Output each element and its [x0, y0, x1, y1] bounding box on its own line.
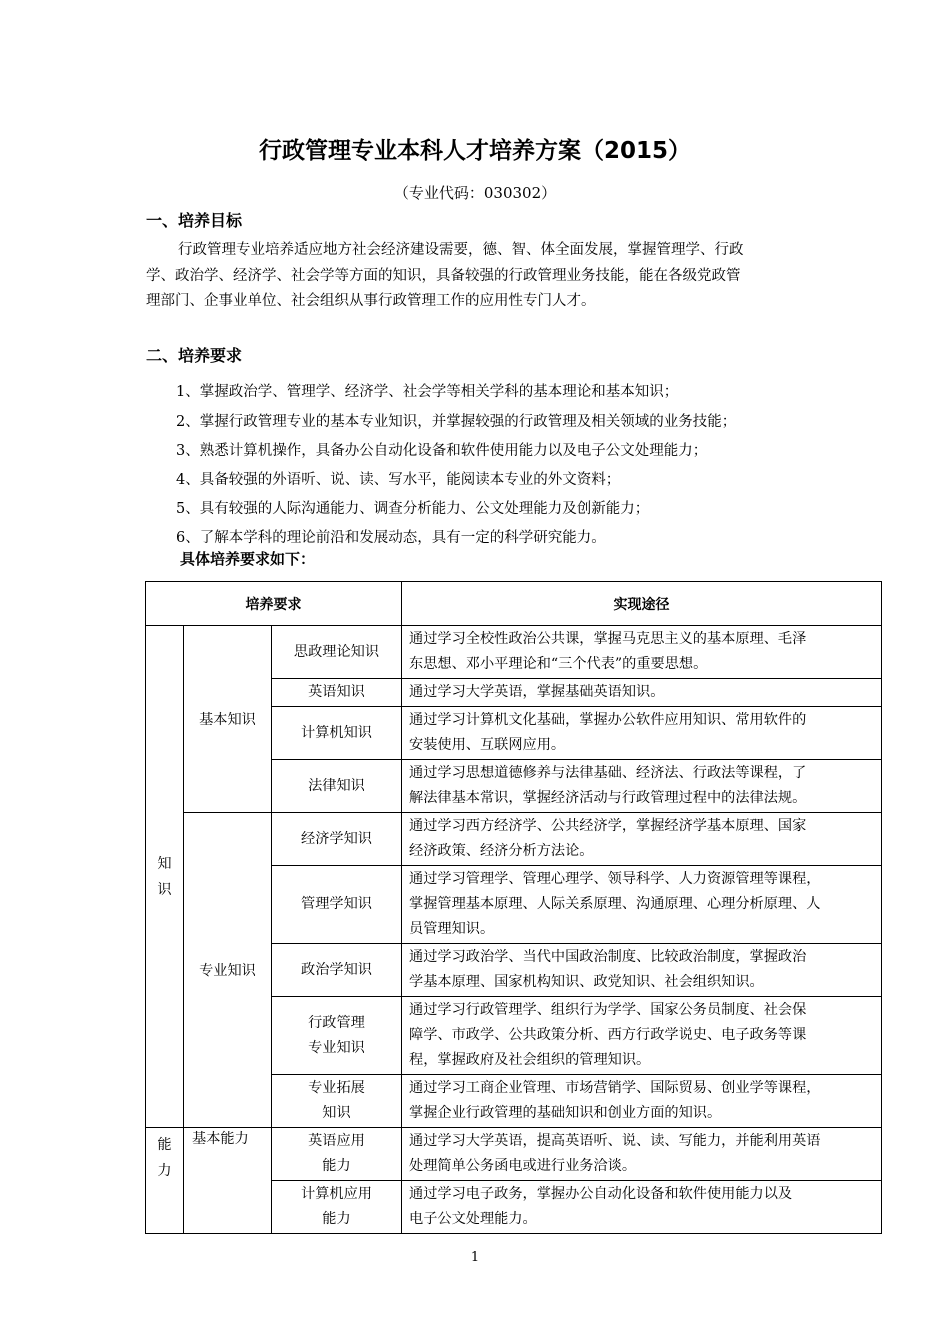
item-cell: 法律知识	[272, 760, 402, 813]
major-code: （专业代码：030302）	[393, 184, 557, 202]
desc-cell: 通过学习政治学、当代中国政治制度、比较政治制度，掌握政治 学基本原理、国家机构知识、政党知识、社会组织知识。	[402, 944, 882, 997]
document-title: 行政管理专业本科人才培养方案（2015）	[258, 138, 691, 164]
item-cell: 思政理论知识	[272, 626, 402, 679]
group-basic-knowledge: 基本知识	[184, 626, 272, 813]
requirement-item: 4、具备较强的外语听、说、读、写水平，能阅读本专业的外文资料；	[176, 472, 621, 488]
table-intro: 具体培养要求如下：	[180, 550, 316, 568]
section-heading-requirements: 二、培养要求	[146, 346, 243, 365]
section-heading-goals: 一、培养目标	[146, 211, 243, 230]
requirements-table	[145, 581, 882, 1234]
item-cell: 行政管理 专业知识	[272, 997, 402, 1075]
header-requirement: 培养要求	[146, 582, 402, 626]
item-cell: 管理学知识	[272, 866, 402, 944]
desc-cell: 通过学习思想道德修养与法律基础、经济法、行政法等课程，了 解法律基本常识，掌握经济活动与行政管理过程中的法律法规。	[402, 760, 882, 813]
group-basic-ability: 基本能力	[184, 1128, 272, 1234]
table-row	[146, 813, 882, 866]
desc-cell: 通过学习大学英语，掌握基础英语知识。	[402, 679, 882, 707]
item-cell: 政治学知识	[272, 944, 402, 997]
requirement-item: 6、了解本学科的理论前沿和发展动态，具有一定的科学研究能力。	[176, 530, 606, 546]
desc-cell: 通过学习全校性政治公共课，掌握马克思主义的基本原理、毛泽 东思想、邓小平理论和“三个代表”的重要思想。	[402, 626, 882, 679]
item-cell: 经济学知识	[272, 813, 402, 866]
table-row	[146, 626, 882, 679]
table-header-row	[146, 582, 882, 626]
goals-line: 学、政治学、经济学、社会学等方面的知识，具备较强的行政管理业务技能，能在各级党政管	[146, 267, 741, 284]
goals-paragraph	[146, 238, 816, 315]
item-cell: 英语应用 能力	[272, 1128, 402, 1181]
item-cell: 英语知识	[272, 679, 402, 707]
desc-cell: 通过学习计算机文化基础，掌握办公软件应用知识、常用软件的 安装使用、互联网应用。	[402, 707, 882, 760]
desc-cell: 通过学习工商企业管理、市场营销学、国际贸易、创业学等课程， 掌握企业行政管理的基础知识和创业方面的知识。	[402, 1075, 882, 1128]
goals-line: 理部门、企事业单位、社会组织从事行政管理工作的应用性专门人才。	[146, 293, 596, 309]
item-cell: 专业拓展 知识	[272, 1075, 402, 1128]
category-knowledge: 知 识	[146, 626, 184, 1128]
requirement-item: 5、具有较强的人际沟通能力、调查分析能力、公文处理能力及创新能力；	[176, 501, 650, 517]
requirement-item: 2、掌握行政管理专业的基本专业知识，并掌握较强的行政管理及相关领域的业务技能；	[176, 414, 737, 430]
group-professional-knowledge: 专业知识	[184, 813, 272, 1128]
table-row	[146, 1128, 882, 1181]
desc-cell: 通过学习西方经济学、公共经济学，掌握经济学基本原理、国家 经济政策、经济分析方法论。	[402, 813, 882, 866]
page-number: 1	[470, 1250, 480, 1265]
desc-cell: 通过学习管理学、管理心理学、领导科学、人力资源管理等课程， 掌握管理基本原理、人际关系原理、沟通原理、心理分析原理、人 员管理知识。	[402, 866, 882, 944]
item-cell: 计算机应用 能力	[272, 1181, 402, 1234]
header-approach: 实现途径	[402, 582, 882, 626]
desc-cell: 通过学习行政管理学、组织行为学学、国家公务员制度、社会保 障学、市政学、公共政策分析、西方行政学说史、电子政务等课 程，掌握政府及社会组织的管理知识。	[402, 997, 882, 1075]
desc-cell: 通过学习大学英语，提高英语听、说、读、写能力，并能利用英语 处理简单公务函电或进行业务洽谈。	[402, 1128, 882, 1181]
item-cell: 计算机知识	[272, 707, 402, 760]
desc-cell: 通过学习电子政务，掌握办公自动化设备和软件使用能力以及 电子公文处理能力。	[402, 1181, 882, 1234]
category-ability: 能 力	[146, 1128, 184, 1234]
requirement-item: 3、熟悉计算机操作，具备办公自动化设备和软件使用能力以及电子公文处理能力；	[176, 443, 708, 459]
goals-line: 行政管理专业培养适应地方社会经济建设需要，德、智、体全面发展，掌握管理学、行政	[178, 242, 744, 258]
requirement-item: 1、掌握政治学、管理学、经济学、社会学等相关学科的基本理论和基本知识；	[176, 384, 679, 400]
